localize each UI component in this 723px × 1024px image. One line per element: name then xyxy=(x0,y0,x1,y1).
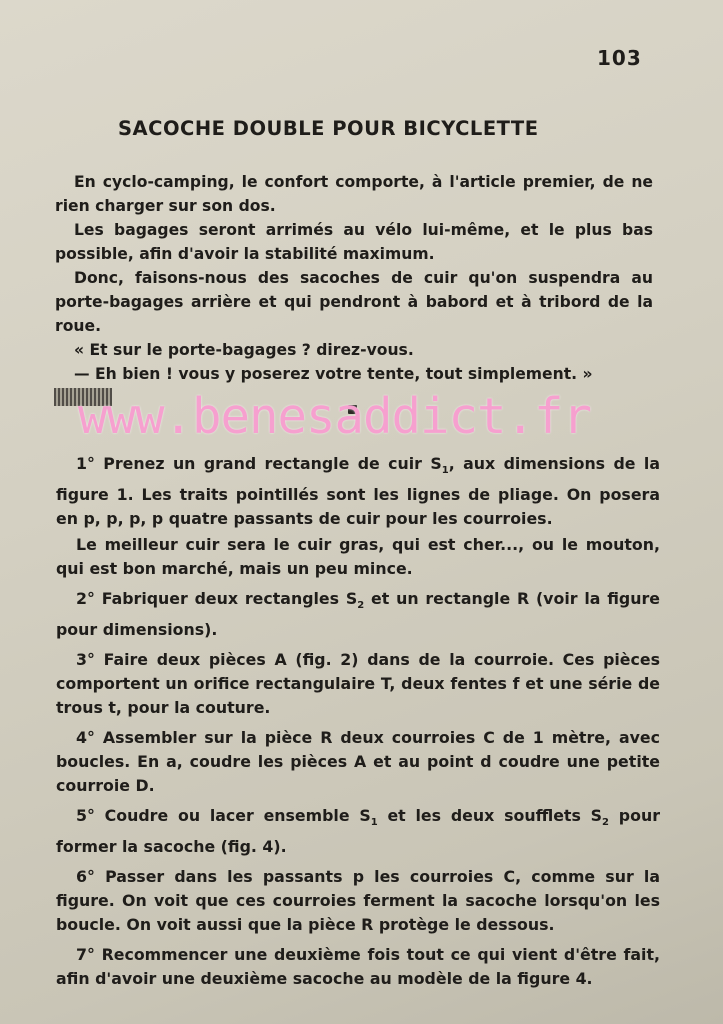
step-6: 6° Passer dans les passants p les courroies C, comme sur la figure. On voit que ces courroies ferment la sacoche lorsqu'on les boucle. On voit aussi que la pièce R protège le dessous. xyxy=(56,867,660,935)
step-text: 1° Prenez un grand rectangle de cuir S xyxy=(76,454,442,473)
step-text: , aux dimensions de la figure 1. Les traits pointillés sont les lignes de pliage. On posera en p, p, p, p quatre passants de cuir pour les courroies. xyxy=(56,454,660,529)
step-text: et les deux soufflets S xyxy=(377,806,603,826)
step-text: 2° Fabriquer deux rectangles S xyxy=(76,589,358,609)
step-2 xyxy=(56,587,660,642)
intro-section xyxy=(55,170,653,386)
step-text: pour former la sacoche (fig. 4). xyxy=(56,806,660,857)
step-3: 3° Faire deux pièces A (fig. 2) dans de la courroie. Ces pièces comportent un orifice rectangulaire T, deux fentes f et une série de trous t, pour la couture. xyxy=(56,650,660,718)
instructions-list xyxy=(56,452,660,997)
step-text: et un rectangle R (voir la figure pour dimensions). xyxy=(56,589,660,640)
intro-quote: « Et sur le porte-bagages ? direz-vous. xyxy=(74,341,414,359)
subscript: 2 xyxy=(357,600,365,612)
step-1-note: Le meilleur cuir sera le cuir gras, qui est cher..., ou le mouton, qui est bon marché, mais un peu mince. xyxy=(56,535,660,579)
page-number: 103 xyxy=(597,46,642,70)
watermark-text: www.benesaddict.fr xyxy=(78,388,592,445)
intro-paragraph: Donc, faisons-nous des sacoches de cuir qu'on suspendra au porte-bagages arrière et qui pendront à babord et à tribord de la roue. xyxy=(55,269,653,335)
subscript: 1 xyxy=(441,465,449,477)
step-7: 7° Recommencer une deuxième fois tout ce qui vient d'être fait, afin d'avoir une deuxième sacoche au modèle de la figure 4. xyxy=(56,945,660,989)
subscript: 2 xyxy=(602,817,610,829)
step-5 xyxy=(56,804,660,859)
step-text: 5° Coudre ou lacer ensemble S xyxy=(76,806,371,826)
intro-quote-reply: — Eh bien ! vous y poserez votre tente, tout simplement. » xyxy=(74,365,593,383)
step-1 xyxy=(56,452,660,531)
subscript: 1 xyxy=(370,817,378,829)
intro-paragraph: Les bagages seront arrimés au vélo lui-même, et le plus bas possible, afin d'avoir la stabilité maximum. xyxy=(55,221,653,263)
step-4: 4° Assembler sur la pièce R deux courroies C de 1 mètre, avec boucles. En a, coudre les pièces A et au point d coudre une petite courroie D. xyxy=(56,728,660,796)
page-title: SACOCHE DOUBLE POUR BICYCLETTE xyxy=(118,117,539,140)
intro-paragraph: En cyclo-camping, le confort comporte, à l'article premier, de ne rien charger sur son dos. xyxy=(55,173,653,215)
